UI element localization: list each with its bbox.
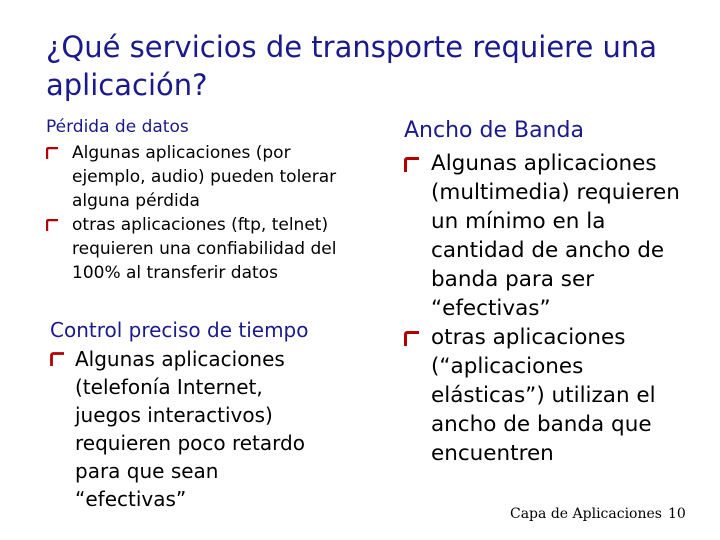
title-line: ¿Qué servicios de transporte requiere una — [46, 30, 658, 64]
check-box-bullet-icon — [46, 147, 59, 160]
bullet-line: requieren poco retardo — [75, 431, 305, 455]
bullet-line: encuentren — [431, 441, 554, 466]
bullet-line: banda para ser — [431, 267, 595, 292]
check-box-bullet-icon — [50, 352, 65, 367]
bullet-line: ejemplo, audio) pueden tolerar — [72, 167, 337, 187]
timing-heading: Control preciso de tiempo — [50, 318, 309, 342]
bullet-line: elásticas”) utilizan el — [431, 383, 656, 408]
bullet-item — [46, 213, 376, 285]
bullet-item — [46, 141, 376, 213]
bullet-item — [50, 345, 380, 513]
bullet-line: cantidad de ancho de — [431, 238, 665, 263]
footer-label: Capa de Aplicaciones — [510, 506, 662, 522]
bullet-line: (telefonía Internet, — [75, 375, 263, 399]
data-loss-heading: Pérdida de datos — [46, 117, 189, 137]
bullet-line: para que sean — [75, 459, 219, 483]
bullet-line: Algunas aplicaciones — [75, 347, 285, 371]
page-number: 10 — [668, 506, 686, 522]
bullet-line: juegos interactivos) — [75, 403, 273, 427]
bullet-line: otras aplicaciones (ftp, telnet) — [72, 215, 329, 235]
bullet-line: Algunas aplicaciones — [431, 151, 657, 176]
bullet-line: un mínimo en la — [431, 209, 606, 234]
bullet-line: (“aplicaciones — [431, 354, 584, 379]
check-box-bullet-icon — [404, 157, 420, 173]
check-box-bullet-icon — [404, 331, 420, 347]
bullet-line: Algunas aplicaciones (por — [72, 143, 291, 163]
bullet-item — [404, 323, 714, 468]
bullet-line: 100% al transferir datos — [72, 263, 278, 283]
bullet-line: “efectivas” — [431, 296, 551, 321]
bullet-line: ancho de banda que — [431, 412, 652, 437]
bullet-line: requieren una confiabilidad del — [72, 239, 337, 259]
bullet-line: alguna pérdida — [72, 191, 200, 211]
data-loss-list — [46, 141, 376, 285]
bullet-line: “efectivas” — [75, 487, 187, 511]
check-box-bullet-icon — [46, 219, 59, 232]
bandwidth-heading: Ancho de Banda — [404, 118, 584, 143]
bullet-line: (multimedia) requieren — [431, 180, 680, 205]
title-line: aplicación? — [46, 68, 208, 102]
bullet-item — [404, 149, 714, 323]
timing-list — [50, 345, 380, 513]
slide-title — [46, 28, 706, 104]
bullet-line: otras aplicaciones — [431, 325, 626, 350]
bandwidth-list — [404, 149, 714, 468]
